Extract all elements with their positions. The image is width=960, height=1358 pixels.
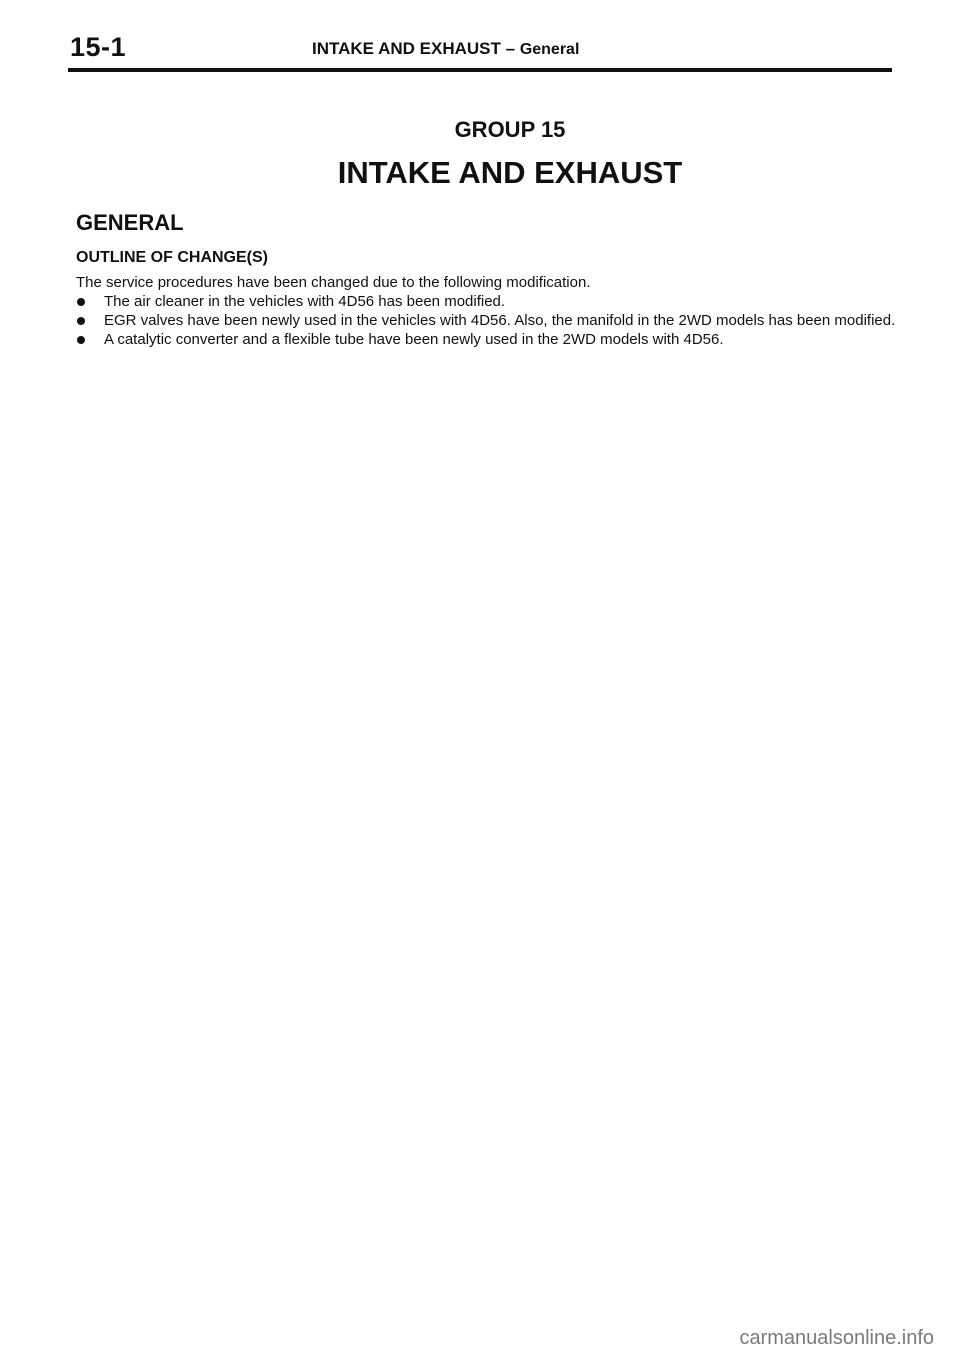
watermark: carmanualsonline.info: [739, 1327, 934, 1349]
list-item: [76, 331, 896, 349]
running-title-separator: –: [500, 39, 520, 58]
intro-paragraph: The service procedures have been changed due to the following modification.: [76, 274, 591, 291]
running-title-main: INTAKE AND EXHAUST: [312, 39, 501, 58]
change-list: [76, 293, 896, 350]
list-item: [76, 293, 896, 311]
list-item-text: The air cleaner in the vehicles with 4D56 has been modified.: [104, 293, 506, 310]
list-item-text: EGR valves have been newly used in the vehicles with 4D56. Also, the manifold in the 2WD models has been modified.: [104, 312, 896, 329]
section-subheading: OUTLINE OF CHANGE(S): [76, 249, 268, 266]
running-title-sub: General: [519, 41, 580, 58]
running-title: [312, 39, 579, 59]
group-label: GROUP 15: [454, 117, 566, 142]
list-item-text: A catalytic converter and a flexible tube have been newly used in the 2WD models with 4D56.: [104, 331, 724, 348]
page-number: 15-1: [70, 32, 127, 62]
group-title: INTAKE AND EXHAUST: [337, 155, 683, 190]
bullet-icon: [77, 298, 85, 306]
section-heading: GENERAL: [76, 210, 184, 235]
header-divider: [68, 68, 892, 72]
bullet-icon: [77, 336, 85, 344]
page-header: [68, 30, 892, 70]
bullet-icon: [77, 317, 85, 325]
list-item: [76, 312, 896, 330]
